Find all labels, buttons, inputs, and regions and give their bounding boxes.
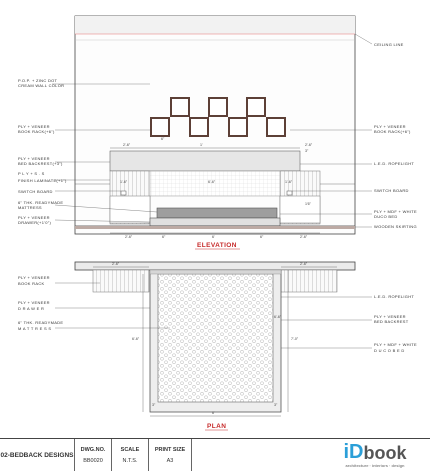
dim-bot-3: 6' bbox=[212, 235, 215, 239]
plan-label-duco-1: PLY + MDF + WHITE bbox=[374, 342, 417, 347]
label-led-ropelight: L.E.D. ROPELIGHT bbox=[374, 161, 415, 166]
label-pop-1: P.O.P. + ZINC DOT bbox=[18, 78, 58, 83]
scale-label: SCALE bbox=[120, 446, 140, 453]
label-skirting: WOODEN SKIRTING bbox=[374, 224, 417, 229]
label-finish-1: P L Y + S . S bbox=[18, 171, 45, 176]
label-duco-1: PLY + MDF + WHITE bbox=[374, 209, 417, 214]
label-switch-right: SWITCH BOARD bbox=[374, 188, 409, 193]
scale-value: N.T.S. bbox=[122, 457, 138, 464]
dim-bot-1: 2'-6" bbox=[125, 235, 133, 239]
rack-box bbox=[229, 118, 247, 136]
logo-book: book bbox=[363, 443, 407, 463]
dim-top-left: 2'-6" bbox=[123, 143, 131, 147]
label-mattress-1: 6" THK. READYMADE bbox=[18, 200, 64, 205]
label-finish-2: FINISH LAMINATE(+1") bbox=[18, 178, 67, 183]
plan-dim-right-v: 7'-0" bbox=[291, 337, 299, 341]
bed-backrest bbox=[110, 151, 300, 171]
label-switch-left: SWITCH BOARD bbox=[18, 189, 53, 194]
label-bookrack-right-2: BOOK RACK(+6") bbox=[374, 129, 411, 134]
label-backrest-2: BED BACKREST(+3") bbox=[18, 161, 63, 166]
switch-board-left bbox=[121, 191, 126, 195]
plan-side-table-left bbox=[93, 270, 149, 292]
rack-box bbox=[247, 98, 265, 116]
dwg-no-cell bbox=[75, 439, 112, 471]
plan-label-backrest-1: PLY + VENEER bbox=[374, 314, 406, 319]
mattress bbox=[157, 208, 277, 218]
plan-dim-top-left: 2'-6" bbox=[112, 262, 120, 266]
dim-mid-right: 1'-6" bbox=[285, 180, 293, 184]
plan-dim-bottom: 6' bbox=[212, 411, 215, 415]
project-name: 02-BEDBACK DESIGNS bbox=[0, 439, 75, 471]
label-drawer-1: PLY + VENEER bbox=[18, 215, 50, 220]
title-block bbox=[0, 438, 430, 471]
rack-box bbox=[267, 118, 285, 136]
plan-label-mattress-1: 6" THK. READYMADE bbox=[18, 320, 64, 325]
plan-mattress bbox=[158, 274, 273, 402]
dim-top-center: 1' bbox=[200, 143, 203, 147]
print-size-value: A3 bbox=[166, 457, 174, 464]
elevation-drawing bbox=[18, 16, 417, 249]
plan-label-duco-2: D U C O B E D bbox=[374, 348, 405, 353]
dim-v1: 6" bbox=[161, 137, 165, 141]
plan-dim-bot-right: 3" bbox=[274, 403, 278, 407]
idbook-logo bbox=[320, 439, 430, 471]
label-bookrack-left-2: BOOK RACK(+6") bbox=[18, 129, 55, 134]
plan-label-mattress-2: M A T T R E S S bbox=[18, 326, 52, 331]
plan-dim-top-right: 2'-6" bbox=[300, 262, 308, 266]
side-table-left bbox=[110, 196, 150, 223]
plan-label-backrest-2: BED BACKREST bbox=[374, 319, 409, 324]
switch-board-right bbox=[287, 191, 292, 195]
ceiling-band bbox=[75, 16, 355, 34]
label-bookrack-right-1: PLY + VENEER bbox=[374, 124, 406, 129]
plan-drawing bbox=[18, 262, 417, 430]
plan-dim-bot-left: 3" bbox=[152, 403, 156, 407]
plan-label-book-1: PLY + VENEER bbox=[18, 275, 50, 280]
label-drawer-2: DRAWER(+1'0") bbox=[18, 220, 52, 225]
plan-side-table-right bbox=[281, 270, 337, 292]
title-block-spacer bbox=[192, 439, 320, 471]
dwg-no-value: BB0020 bbox=[83, 457, 103, 464]
plan-title: PLAN bbox=[207, 423, 227, 430]
label-duco-2: DUCO BED bbox=[374, 214, 398, 219]
plan-dim-inner-v: 6'-6" bbox=[274, 315, 282, 319]
dim-bot-5: 2'-6" bbox=[300, 235, 308, 239]
side-table-right bbox=[280, 196, 320, 223]
dim-v2: 3" bbox=[305, 149, 309, 153]
dim-mid-center: 6'-6" bbox=[208, 180, 216, 184]
label-backrest-1: PLY + VENEER bbox=[18, 156, 50, 161]
plan-dim-left-v: 6'-6" bbox=[132, 337, 140, 341]
dwg-no-label: DWG.NO. bbox=[80, 446, 106, 453]
scale-cell bbox=[112, 439, 149, 471]
logo-id: iD bbox=[343, 441, 364, 463]
wooden-skirting bbox=[75, 226, 355, 229]
plan-label-drawer-1: PLY + VENEER bbox=[18, 300, 50, 305]
rack-box bbox=[209, 98, 227, 116]
rack-box bbox=[151, 118, 169, 136]
dim-bot-2: 6" bbox=[162, 235, 166, 239]
plan-backrest bbox=[150, 270, 281, 274]
plan-label-drawer-2: D R A W E R bbox=[18, 306, 45, 311]
print-size-cell bbox=[149, 439, 192, 471]
label-pop-2: CREAM WALL COLOR bbox=[18, 83, 65, 88]
dim-mid-left: 1'-6" bbox=[120, 180, 128, 184]
elevation-title: ELEVATION bbox=[197, 242, 237, 249]
dim-top-right: 2'-6" bbox=[305, 143, 313, 147]
plan-label-led: L.E.D. ROPELIGHT bbox=[374, 294, 415, 299]
logo-tagline: architecture · interiors · design bbox=[345, 463, 405, 468]
label-ceiling-line: CEILING LINE bbox=[374, 42, 404, 47]
label-bookrack-left-1: PLY + VENEER bbox=[18, 124, 50, 129]
rack-box bbox=[171, 98, 189, 116]
plan-label-book-2: BOOK RACK bbox=[18, 281, 45, 286]
dim-v3: 1'6" bbox=[305, 202, 311, 206]
bed-base bbox=[150, 218, 280, 226]
print-size-label: PRINT SIZE bbox=[154, 446, 186, 453]
label-mattress-2: MATTRESS bbox=[18, 205, 42, 210]
dim-bot-4: 6" bbox=[260, 235, 264, 239]
rack-box bbox=[190, 118, 208, 136]
